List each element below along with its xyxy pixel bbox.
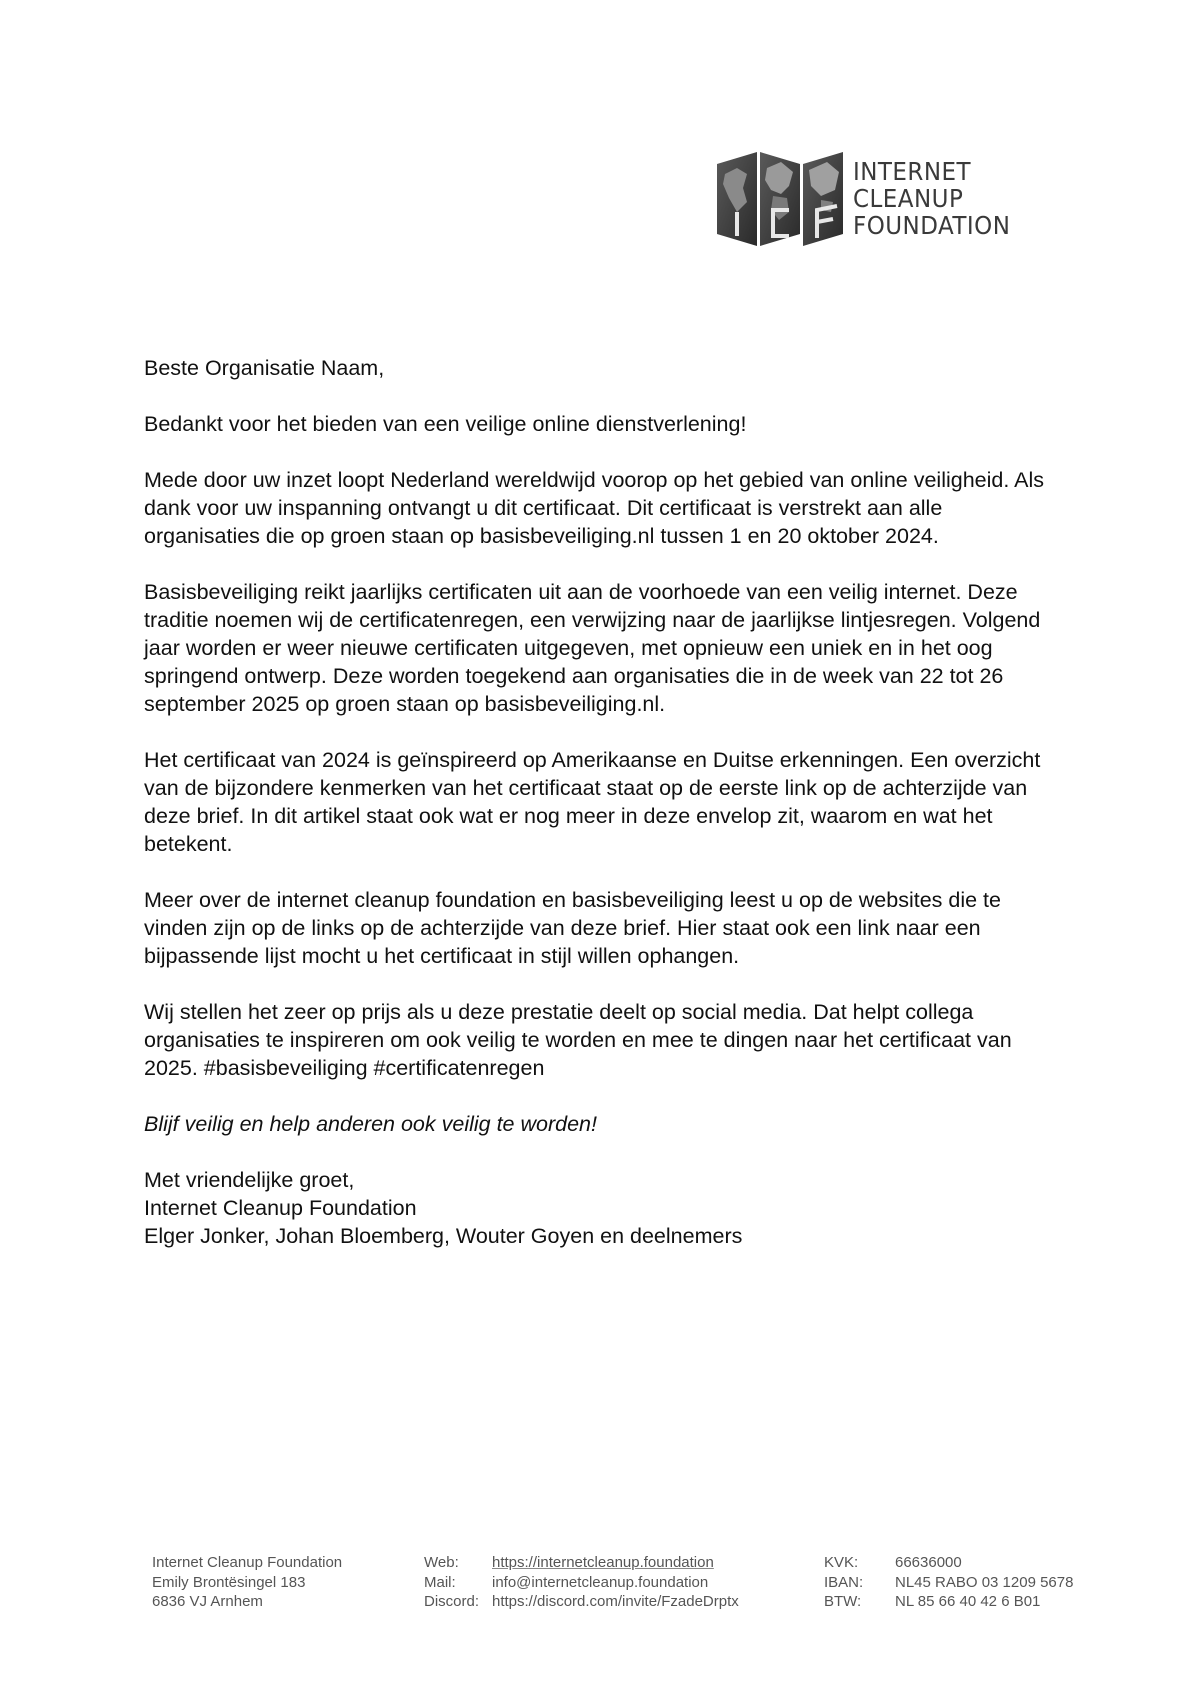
logo-line: FOUNDATION [853, 210, 1011, 240]
contact-label: Mail: [424, 1573, 456, 1591]
registration-kvk [824, 1553, 1073, 1573]
contact-discord [424, 1592, 739, 1612]
logo-line: INTERNET [853, 156, 972, 186]
registration-label: KVK: [824, 1554, 859, 1571]
registration-iban [824, 1573, 1073, 1593]
registration-value: 66636000 [895, 1554, 962, 1571]
motto: Blijf veilig en help anderen ook veilig te worden! [144, 1112, 597, 1136]
footer-contact [424, 1553, 739, 1612]
organization-logo [717, 150, 1047, 246]
contact-web [424, 1553, 739, 1573]
registration-value: NL45 RABO 03 1209 5678 [895, 1573, 1074, 1591]
web-link[interactable]: https://internetcleanup.foundation [492, 1554, 714, 1571]
letter-body [144, 354, 1064, 1250]
registration-label: BTW: [824, 1593, 862, 1610]
paragraph: Mede door uw inzet loopt Nederland wereldwijd voorop op het gebied van online veiligheid. Als dank voor uw inspanning ontvangt u dit certificaat. Dit certificaat is verstrekt aan alle organisaties die op groen staan op basisbeveiliging.nl tussen 1 en 20 oktober 2024. [144, 468, 1044, 548]
logo-wordmark [853, 158, 1010, 239]
mail-address: info@internetcleanup.foundation [492, 1573, 709, 1591]
signature-names: Elger Jonker, Johan Bloemberg, Wouter Goyen en deelnemers [144, 1224, 743, 1248]
registration-value: NL 85 66 40 42 6 B01 [895, 1593, 1041, 1610]
contact-label: Web: [424, 1554, 459, 1571]
address-line: Emily Brontësingel 183 [152, 1573, 306, 1591]
registration-btw [824, 1592, 1073, 1612]
salutation: Beste Organisatie Naam, [144, 356, 385, 380]
paragraph: Bedankt voor het bieden van een veilige online dienstverlening! [144, 412, 747, 436]
logo-line: CLEANUP [853, 183, 964, 213]
closing: Met vriendelijke groet, [144, 1168, 355, 1192]
discord-url: https://discord.com/invite/FzadeDrptx [492, 1593, 739, 1610]
paragraph: Basisbeveiliging reikt jaarlijks certificaten uit aan de voorhoede van een veilig internet. Deze traditie noemen wij de certificatenregen, een verwijzing naar de jaarlijkse lintjesregen. Volgend jaar worden er weer nieuwe certificaten uitgegeven, met opnieuw een uniek en in het oog springend ontwerp. Deze worden toegekend aan organisaties die in de week van 22 tot 26 september 2025 op groen staan op basisbeveiliging.nl. [144, 580, 1041, 716]
contact-label: Discord: [424, 1593, 480, 1610]
contact-mail [424, 1573, 739, 1593]
icf-world-map-icon [717, 150, 847, 246]
paragraph: Het certificaat van 2024 is geïnspireerd op Amerikaanse en Duitse erkenningen. Een overzicht van de bijzondere kenmerken van het certificaat staat op de eerste link op de achterzijde van deze brief. In dit artikel staat ook wat er nog meer in deze envelop zit, waarom en wat het betekent. [144, 748, 1041, 856]
address-line: Internet Cleanup Foundation [152, 1554, 343, 1571]
paragraph: Wij stellen het zeer op prijs als u deze prestatie deelt op social media. Dat helpt collega organisaties te inspireren om ook veilig te worden en mee te dingen naar het certificaat van 2025. #basisbeveiliging #certificatenregen [144, 1000, 1012, 1080]
registration-label: IBAN: [824, 1573, 864, 1591]
paragraph: Meer over de internet cleanup foundation en basisbeveiliging leest u op de websites die te vinden zijn op de links op de achterzijde van deze brief. Hier staat ook een link naar een bijpassende lijst mocht u het certificaat in stijl willen ophangen. [144, 888, 1001, 968]
signature-organization: Internet Cleanup Foundation [144, 1196, 417, 1220]
address-line: 6836 VJ Arnhem [152, 1593, 263, 1610]
footer-address [152, 1553, 342, 1612]
footer-registration [824, 1553, 1073, 1612]
